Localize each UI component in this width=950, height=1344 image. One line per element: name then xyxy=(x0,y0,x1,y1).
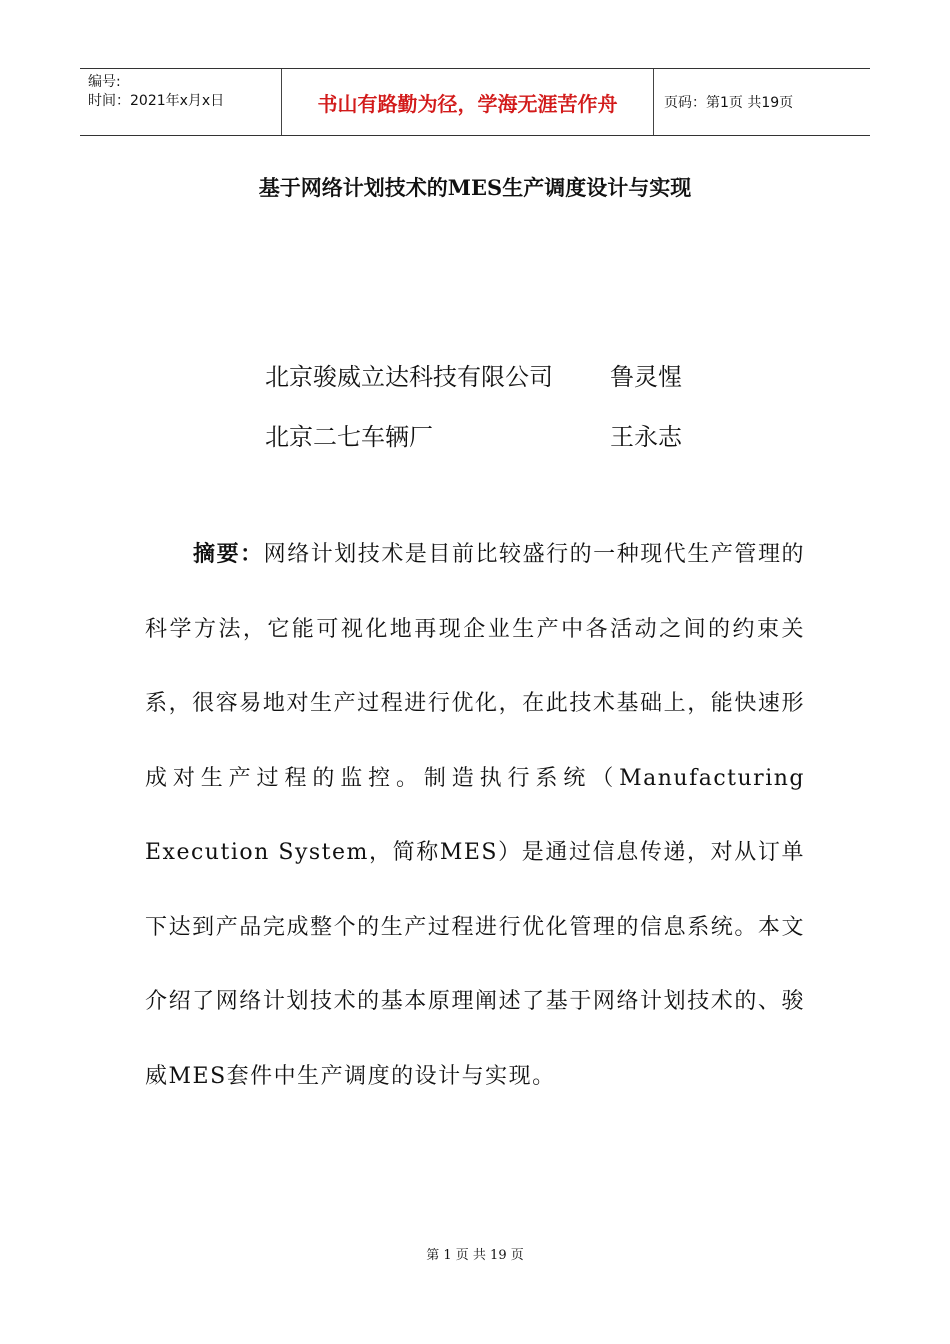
header-meta xyxy=(80,69,282,135)
abstract-paragraph xyxy=(145,518,805,1114)
author-list xyxy=(265,344,765,464)
abstract-label: 摘要： xyxy=(193,542,264,567)
header-time-label: 时间：2021年x月x日 xyxy=(88,93,225,109)
author-row xyxy=(265,404,765,464)
author-name: 王永志 xyxy=(610,422,682,451)
header-motto: 书山有路勤为径，学海无涯苦作舟 xyxy=(282,69,654,135)
page-header xyxy=(80,68,870,136)
author-organization: 北京骏威立达科技有限公司 xyxy=(265,362,553,391)
header-page-info: 页码：第1页 共19页 xyxy=(664,95,794,111)
author-row xyxy=(265,344,765,404)
author-name: 鲁灵惺 xyxy=(610,362,682,391)
author-organization: 北京二七车辆厂 xyxy=(265,422,433,451)
page-footer: 第 1 页 共 19 页 xyxy=(426,1248,524,1263)
document-title: 基于网络计划技术的MES生产调度设计与实现 xyxy=(258,175,692,200)
header-code-label: 编号: xyxy=(88,74,121,90)
abstract-text: 网络计划技术是目前比较盛行的一种现代生产管理的科学方法，它能可视化地再现企业生产中各活动之间的约束关系，很容易地对生产过程进行优化，在此技术基础上，能快速形成对生产过程的监控。制造执行系统（Manufacturing Execution System，简称MES）是通过信息传递，对从订单下达到产品完成整个的生产过程进行优化管理的信息系统。本文介绍了网络计划技术的基本原理阐述了基于网络计划技术的、骏威MES套件中生产调度的设计与实现。 xyxy=(145,542,805,1089)
